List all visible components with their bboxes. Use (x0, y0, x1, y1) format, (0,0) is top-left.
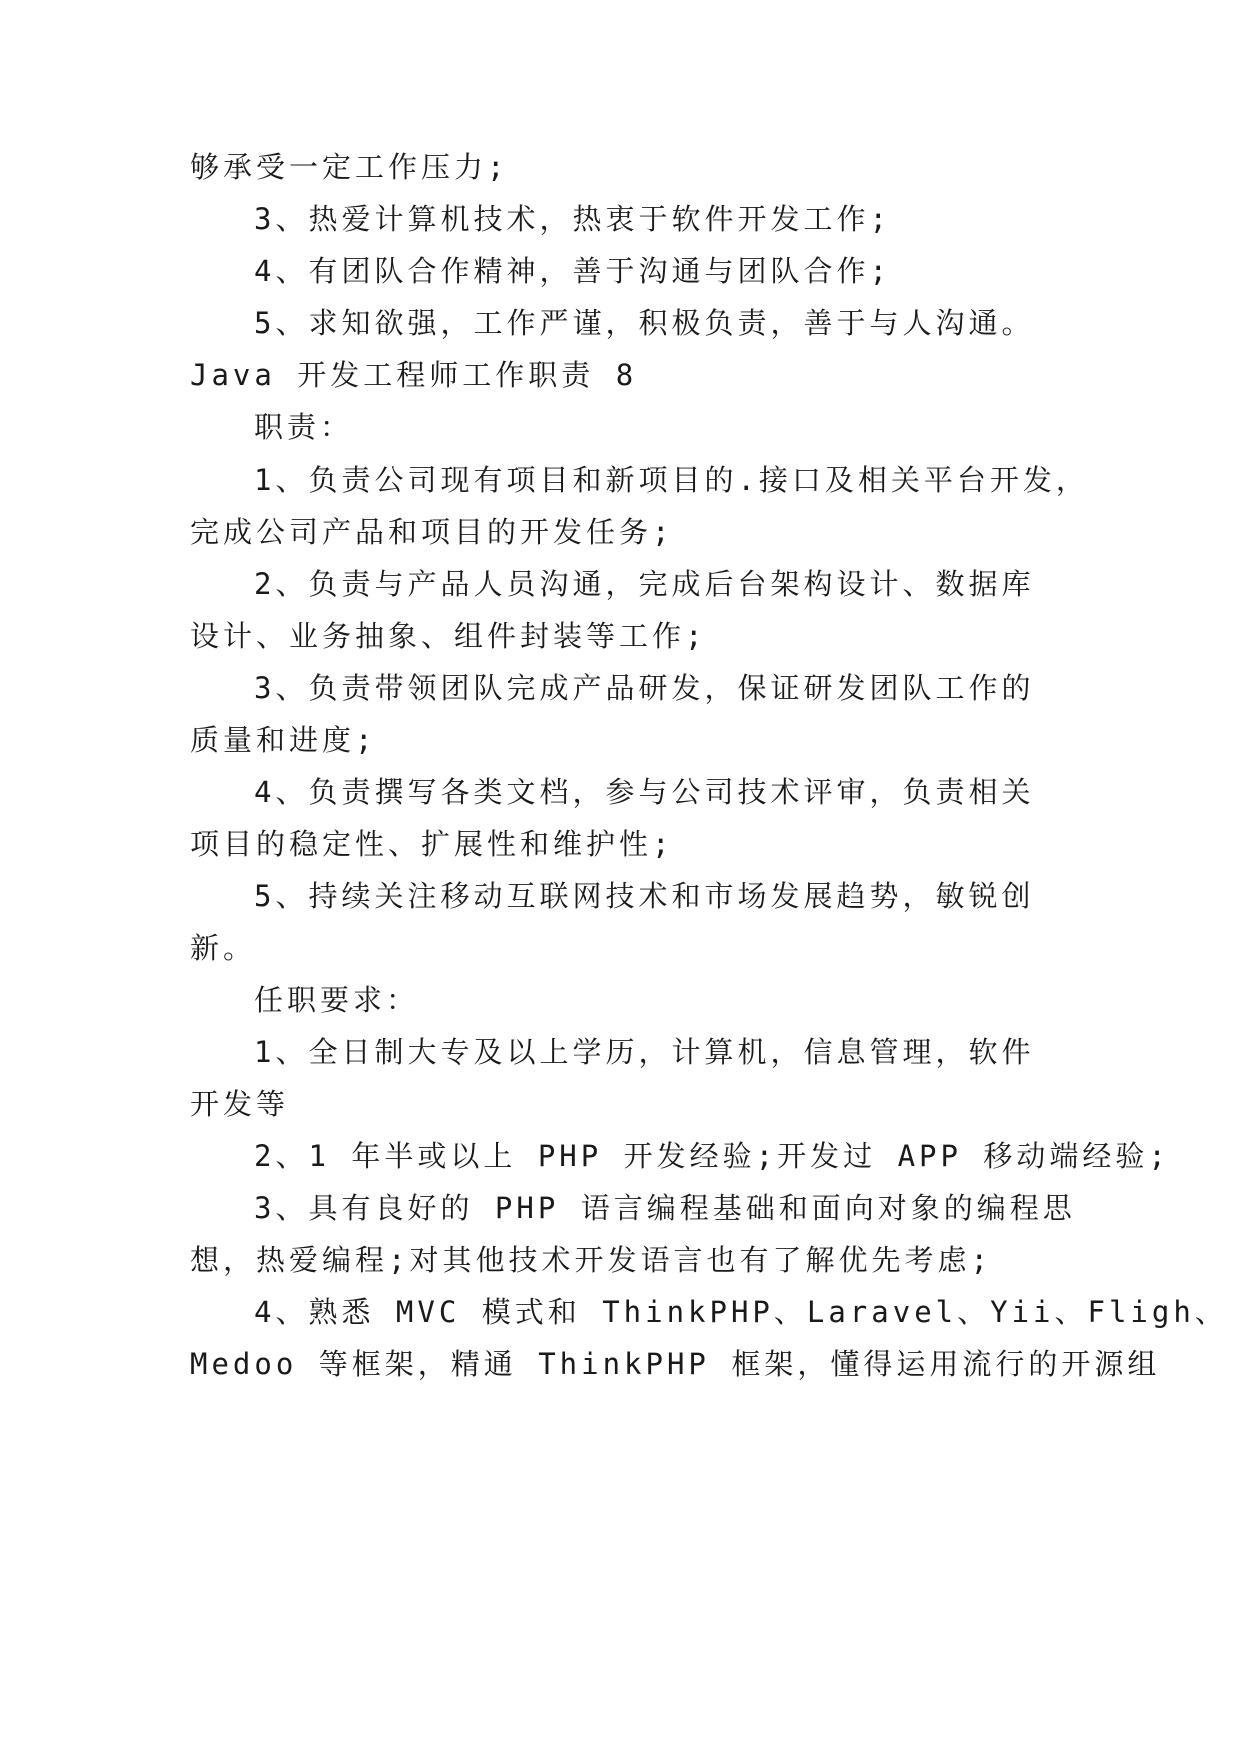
text-line: 完成公司产品和项目的开发任务; (190, 515, 674, 549)
text-line: 质量和进度; (190, 723, 377, 757)
text-line: 3、具有良好的 PHP 语言编程基础和面向对象的编程思 (254, 1191, 1076, 1225)
text-line: 1、全日制大专及以上学历，计算机，信息管理，软件 (254, 1035, 1035, 1069)
text-line: 1、负责公司现有项目和新项目的.接口及相关平台开发， (254, 463, 1089, 497)
text-line: 2、1 年半或以上 PHP 开发经验;开发过 APP 移动端经验; (254, 1139, 1170, 1173)
text-line: 5、持续关注移动互联网技术和市场发展趋势，敏锐创 (254, 879, 1035, 913)
text-line: 4、熟悉 MVC 模式和 ThinkPHP、Laravel、Yii、Fligh、 (254, 1295, 1228, 1329)
text-line: 4、有团队合作精神，善于沟通与团队合作; (254, 254, 891, 288)
subheading: 任职要求： (254, 983, 420, 1017)
text-line: 项目的稳定性、扩展性和维护性; (190, 827, 674, 861)
text-line: 3、负责带领团队完成产品研发，保证研发团队工作的 (254, 671, 1035, 705)
subheading: 职责： (254, 410, 354, 444)
text-line: 3、热爱计算机技术，热衷于软件开发工作; (254, 202, 891, 236)
text-line: 新。 (190, 931, 257, 965)
text-line: 2、负责与产品人员沟通，完成后台架构设计、数据库 (254, 567, 1035, 601)
text-line: 设计、业务抽象、组件封装等工作; (190, 619, 707, 653)
section-heading: Java 开发工程师工作职责 8 (190, 358, 638, 392)
text-line: 够承受一定工作压力; (190, 150, 509, 184)
text-line: Medoo 等框架，精通 ThinkPHP 框架，懂得运用流行的开源组 (190, 1347, 1161, 1381)
text-line: 开发等 (190, 1087, 290, 1121)
text-line: 4、负责撰写各类文档，参与公司技术评审，负责相关 (254, 775, 1035, 809)
text-line: 想，热爱编程;对其他技术开发语言也有了解优先考虑; (190, 1243, 992, 1277)
text-line: 5、求知欲强，工作严谨，积极负责，善于与人沟通。 (254, 306, 1035, 340)
